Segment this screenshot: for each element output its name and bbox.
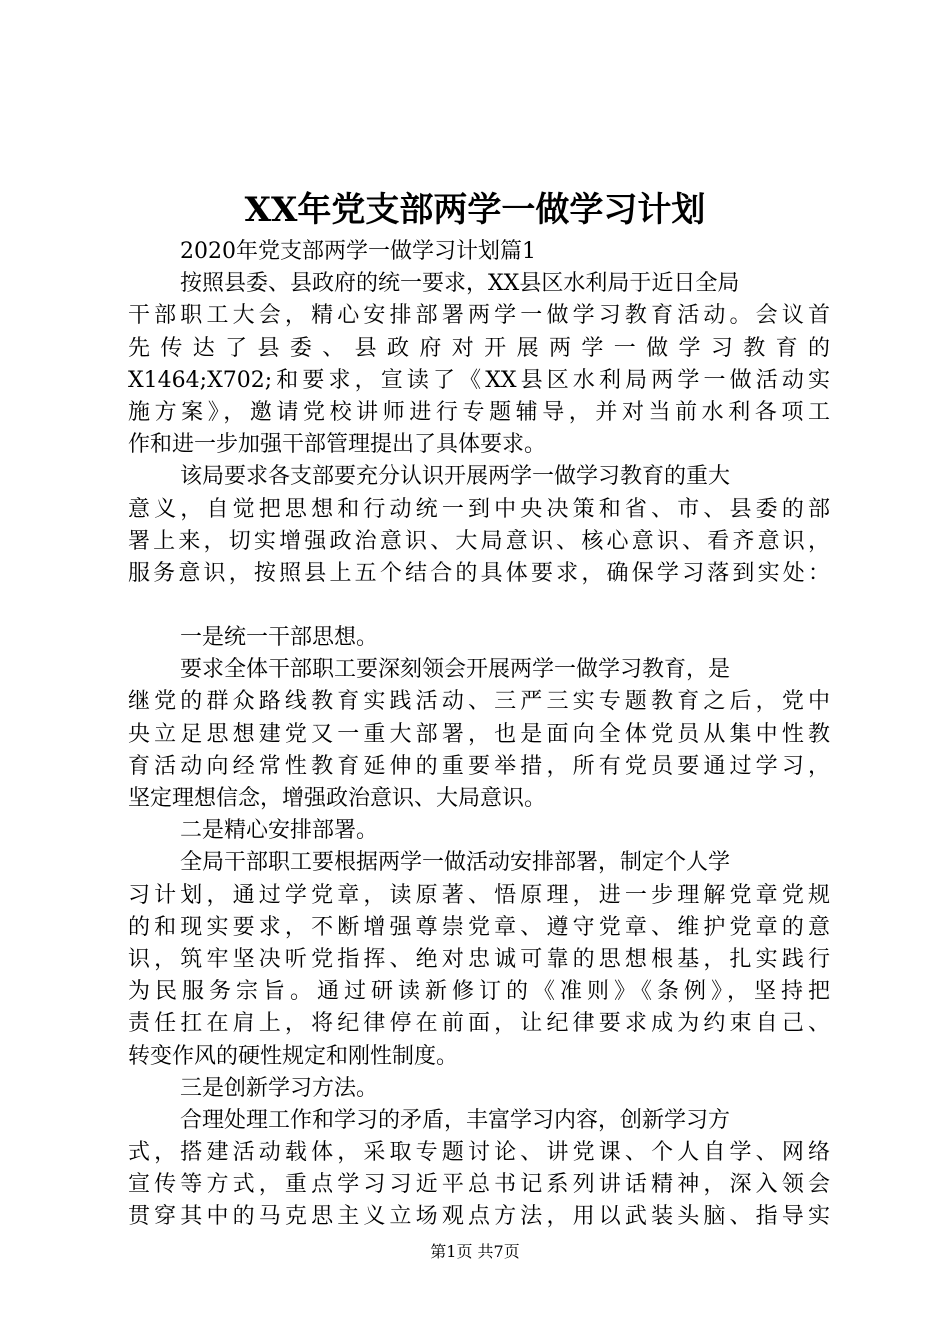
- page-number-footer: 第1页 共7页: [430, 1242, 520, 1261]
- paragraph-line: 习计划，通过学党章，读原著、悟原理，进一步理解党章党规: [128, 882, 830, 908]
- paragraph-line: 施方案》，邀请党校讲师进行专题辅导，并对当前水利各项工: [128, 399, 830, 425]
- paragraph-line: 按照县委、县政府的统一要求，XX县区水利局于近日全局: [180, 271, 740, 297]
- paragraph-line: X1464;X702;和要求，宣读了《XX县区水利局两学一做活动实: [128, 367, 830, 393]
- section-heading: 二是精心安排部署。: [180, 818, 379, 844]
- paragraph-line: 转变作风的硬性规定和刚性制度。: [128, 1043, 459, 1069]
- paragraph-line: 识，筑牢坚决听党指挥、绝对忠诚可靠的思想根基，扎实践行: [128, 946, 830, 972]
- paragraph-line: 合理处理工作和学习的矛盾，丰富学习内容，创新学习方: [180, 1107, 731, 1133]
- paragraph-line: 宣传等方式，重点学习习近平总书记系列讲话精神，深入领会: [128, 1172, 830, 1198]
- section-heading: 一是统一干部思想。: [180, 625, 379, 651]
- paragraph-line: 式，搭建活动载体，采取专题讨论、讲党课、个人自学、网络: [128, 1140, 830, 1166]
- paragraph-line: 全局干部职工要根据两学一做活动安排部署，制定个人学: [180, 850, 731, 876]
- paragraph-line: 贯穿其中的马克思主义立场观点方法，用以武装头脑、指导实: [128, 1204, 830, 1230]
- paragraph-line: 责任扛在肩上，将纪律停在前面，让纪律要求成为约束自己、: [128, 1011, 830, 1037]
- paragraph-line: 署上来，切实增强政治意识、大局意识、核心意识、看齐意识，: [128, 528, 830, 554]
- paragraph-line: 育活动向经常性教育延伸的重要举措，所有党员要通过学习，: [128, 753, 830, 779]
- section-heading: 2020年党支部两学一做学习计划篇1: [180, 239, 536, 264]
- paragraph-line: 先传达了县委、县政府对开展两学一做学习教育的: [128, 335, 830, 361]
- document-body: [128, 236, 830, 1234]
- paragraph-line: 意义，自觉把思想和行动统一到中央决策和省、市、县委的部: [128, 496, 830, 522]
- paragraph-line: 的和现实要求，不断增强尊崇党章、遵守党章、维护党章的意: [128, 914, 830, 940]
- paragraph-line: 央立足思想建党又一重大部署，也是面向全体党员从集中性教: [128, 721, 830, 747]
- blank-line: [128, 590, 830, 622]
- document-title: XX年党支部两学一做学习计划: [244, 190, 706, 230]
- paragraph-line: 干部职工大会，精心安排部署两学一做学习教育活动。会议首: [128, 303, 830, 329]
- paragraph-line: 服务意识，按照县上五个结合的具体要求，确保学习落到实处：: [128, 560, 830, 586]
- paragraph-line: 要求全体干部职工要深刻领会开展两学一做学习教育，是: [180, 657, 731, 683]
- paragraph-line: 为民服务宗旨。通过研读新修订的《准则》《条例》，坚持把: [128, 979, 830, 1005]
- paragraph-line: 该局要求各支部要充分认识开展两学一做学习教育的重大: [180, 464, 731, 490]
- paragraph-line: 作和进一步加强干部管理提出了具体要求。: [128, 432, 547, 458]
- section-heading: 三是创新学习方法。: [180, 1075, 379, 1101]
- paragraph-line: 继党的群众路线教育实践活动、三严三实专题教育之后，党中: [128, 689, 830, 715]
- paragraph-line: 坚定理想信念，增强政治意识、大局意识。: [128, 786, 547, 811]
